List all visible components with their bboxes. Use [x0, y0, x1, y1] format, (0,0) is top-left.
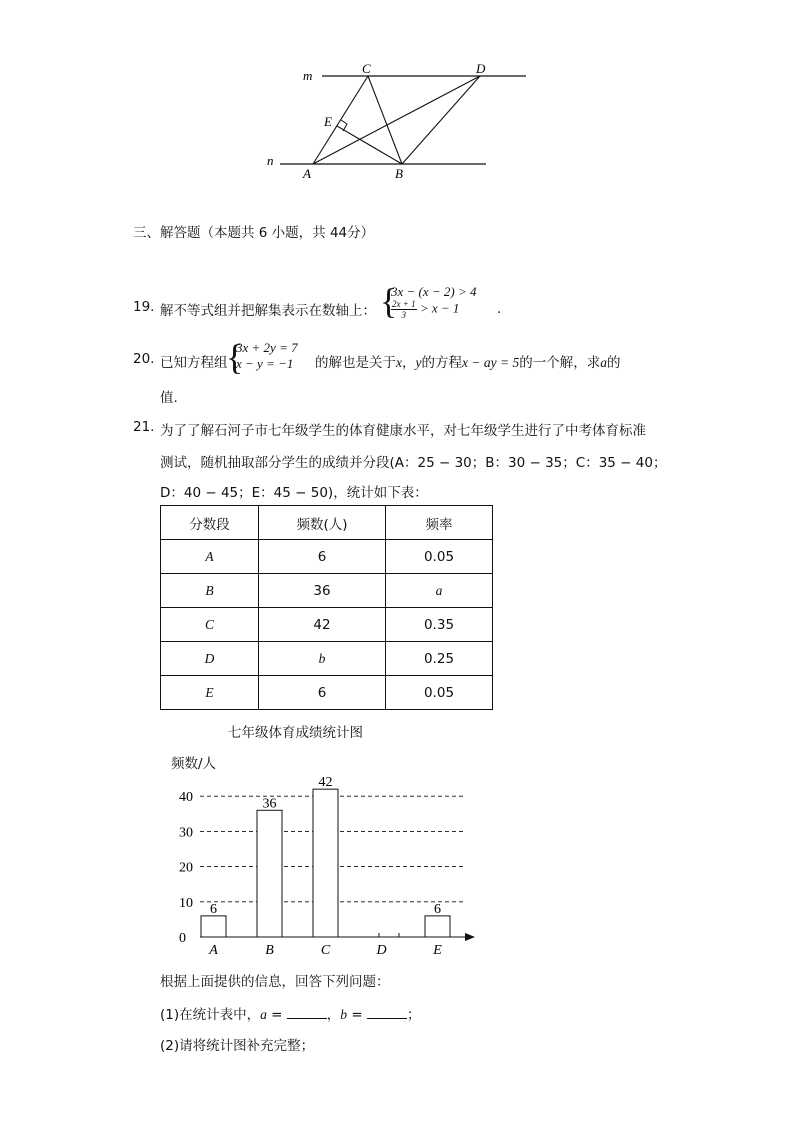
table-cell: D [161, 642, 259, 676]
q21-line2: 测试，随机抽取部分学生的成绩并分段(A：25 − 30；B：30 − 35；C：35 − 40； [160, 455, 667, 471]
q19-ineq2 [391, 299, 459, 320]
section-title: 三、解答题（本题共 6 小题，共 44分） [133, 225, 375, 241]
q21-sub2: (2)请将统计图补充完整； [160, 1038, 315, 1054]
table-cell: B [161, 574, 259, 608]
label-a: A [303, 166, 311, 181]
geometry-figure [255, 55, 545, 185]
q21-sub1-sep: ， [326, 1007, 341, 1023]
table-row [161, 676, 493, 710]
q20-mid2: 的方程 [421, 355, 462, 371]
table-cell: b [259, 642, 386, 676]
x-axis-arrow [465, 933, 475, 941]
q21-sub1-pre: (1)在统计表中， [160, 1007, 261, 1023]
table-cell: E [161, 676, 259, 710]
bar-e [425, 916, 450, 937]
table-cell: 42 [259, 608, 386, 642]
q19-number: 19. [133, 299, 155, 315]
q19-ineq2-denominator: 3 [401, 310, 407, 320]
table-cell: 0.05 [386, 540, 493, 574]
bar-a [201, 916, 226, 937]
y-tick-label: 30 [179, 825, 193, 841]
table-cell: C [161, 608, 259, 642]
q20-brace: { [226, 337, 244, 377]
q21-sub1-var-a: a [260, 1007, 267, 1022]
data-label: 6 [210, 901, 217, 917]
table-header: 频数(人) [259, 506, 386, 540]
q20-var-a: a [600, 355, 607, 370]
table-row [161, 642, 493, 676]
bar-chart [150, 765, 480, 965]
table-header: 分数段 [161, 506, 259, 540]
bar-b [257, 810, 282, 937]
q20-mid3: 的一个解，求 [519, 355, 601, 371]
y-tick-label: 40 [179, 790, 193, 806]
q20-var-y: y [415, 355, 422, 370]
y-tick-label: 10 [179, 895, 193, 911]
bar-c [313, 789, 338, 937]
q20-pre: 已知方程组 [160, 355, 228, 371]
answer-blank-b[interactable] [367, 1006, 407, 1019]
chart-ylabel: 频数/人 [171, 756, 217, 772]
label-n: n [267, 153, 274, 168]
q21-sub1 [160, 1003, 420, 1023]
table-cell: 0.25 [386, 642, 493, 676]
q21-line3: D：40 − 45；E：45 − 50)，统计如下表： [160, 485, 428, 501]
label-d: D [476, 61, 486, 76]
table-row [161, 574, 493, 608]
table-header-row [161, 506, 493, 540]
q21-number: 21. [133, 419, 155, 435]
table-cell: a [386, 574, 493, 608]
q19-end: . [497, 301, 502, 317]
q20-var-x: x [396, 355, 402, 370]
table-cell: 6 [259, 676, 386, 710]
label-c: C [362, 61, 371, 76]
q20-eq1: 3x + 2y = 7 [236, 340, 298, 355]
chart-title: 七年级体育成绩统计图 [228, 725, 363, 741]
x-tick-label: C [320, 943, 331, 958]
q20-eq3: x − ay = 5 [462, 355, 520, 370]
q19-text: 解不等式组并把解集表示在数轴上： [160, 303, 376, 319]
table-cell: A [161, 540, 259, 574]
table-cell: 36 [259, 574, 386, 608]
q21-sub1-eq2: = [347, 1007, 367, 1023]
table-cell: 0.35 [386, 608, 493, 642]
q20-comma: ， [402, 355, 416, 371]
q19-ineq2-numerator: 2x + 1 [392, 299, 416, 309]
label-b: B [395, 166, 403, 181]
q20-mid4: 的 [606, 355, 621, 371]
answer-blank-a[interactable] [287, 1006, 327, 1019]
y-tick-label: 20 [179, 860, 193, 876]
q21-line1: 为了了解石河子市七年级学生的体育健康水平，对七年级学生进行了中考体育标准 [160, 423, 646, 439]
q21-sub1-var-b: b [340, 1007, 348, 1022]
segment-eb [337, 126, 402, 164]
q19-ineq1: 3x − (x − 2) > 4 [391, 284, 477, 299]
segment-db [402, 76, 480, 164]
data-label: 42 [318, 775, 333, 791]
x-tick-label: A [209, 943, 218, 958]
label-m: m [303, 68, 313, 83]
table-header: 频率 [386, 506, 493, 540]
q20-number: 20. [133, 351, 155, 367]
data-label: 6 [434, 901, 441, 917]
q20-eq2: x − y = −1 [236, 356, 294, 371]
q21-after-chart: 根据上面提供的信息，回答下列问题： [160, 974, 390, 990]
q21-sub1-eq: = [266, 1007, 287, 1023]
q21-sub1-end: ； [406, 1007, 421, 1023]
q19-brace: { [380, 281, 398, 321]
y-tick-label: 0 [179, 931, 186, 946]
table-cell: 0.05 [386, 676, 493, 710]
q20-text [315, 351, 620, 371]
q20-mid: 的解也是关于 [315, 355, 396, 371]
x-tick-label: D [376, 943, 387, 958]
table-row [161, 540, 493, 574]
x-tick-label: E [433, 943, 442, 958]
x-tick-label: B [265, 943, 274, 958]
q20-line2: 值. [160, 390, 178, 406]
table-row [161, 608, 493, 642]
label-e: E [324, 114, 332, 129]
frequency-table [160, 505, 493, 710]
segment-ac [313, 76, 368, 164]
data-label: 36 [262, 796, 277, 812]
q19-ineq2-rest: > x − 1 [419, 300, 460, 316]
table-cell: 6 [259, 540, 386, 574]
